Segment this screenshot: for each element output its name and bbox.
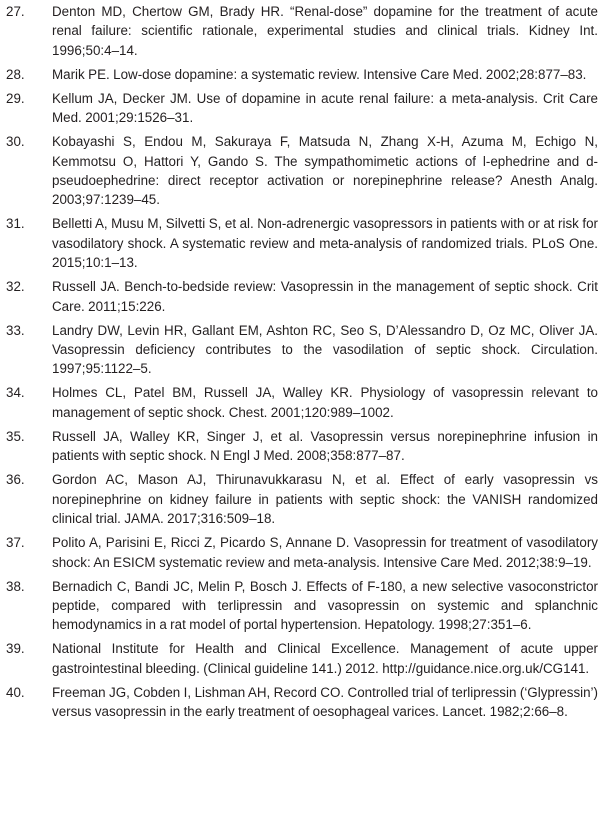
reference-number: 32.: [6, 279, 25, 295]
reference-item: [0, 321, 600, 379]
reference-item: [0, 470, 600, 528]
reference-text: Kobayashi S, Endou M, Sakuraya F, Matsuda N, Zhang X-H, Azuma M, Echigo N, Kemmotsu O, Hattori Y, Gando S. The sympathomimetic actions of l-ephedrine and d-pseudoephedrine: direct receptor activation or norepinephrine release? Anesth Analg. 2003;97:1239–45.: [52, 134, 598, 208]
reference-number: 28.: [6, 66, 25, 82]
reference-item: [0, 132, 600, 210]
reference-item: [0, 577, 600, 635]
reference-text: Russell JA, Walley KR, Singer J, et al. Vasopressin versus norepinephrine infusion in patients with septic shock. N Engl J Med. 2008;358:877–87.: [52, 428, 598, 464]
reference-text: Bernadich C, Bandi JC, Melin P, Bosch J. Effects of F-180, a new selective vasoconstrictor peptide, compared with terlipressin and vasopressin on systemic and splanchnic hemodynamics in a rat model of portal hypertension. Hepatology. 1998;27:351–6.: [52, 578, 598, 633]
reference-item: [0, 639, 600, 678]
reference-item: [0, 89, 600, 128]
reference-number: 36.: [6, 472, 25, 488]
reference-item: [0, 427, 600, 466]
reference-text: Landry DW, Levin HR, Gallant EM, Ashton RC, Seo S, D’Alessandro D, Oz MC, Oliver JA. Vasopressin deficiency contributes to the vasodilation of septic shock. Circulation. 1997;95:1122–5.: [52, 322, 598, 377]
reference-item: [0, 2, 600, 60]
reference-item: [0, 214, 600, 272]
reference-number: 33.: [6, 322, 25, 338]
reference-text: Gordon AC, Mason AJ, Thirunavukkarasu N, et al. Effect of early vasopressin vs norepinephrine on kidney failure in patients with septic shock: the VANISH randomized clinical trial. JAMA. 2017;316:509–18.: [52, 472, 598, 527]
reference-number: 37.: [6, 535, 25, 551]
reference-item: [0, 383, 600, 422]
reference-list: [0, 2, 600, 726]
reference-number: 34.: [6, 385, 25, 401]
reference-item: [0, 533, 600, 572]
reference-item: [0, 277, 600, 316]
reference-number: 35.: [6, 428, 25, 444]
reference-number: 40.: [6, 684, 25, 700]
reference-number: 39.: [6, 641, 25, 657]
reference-number: 30.: [6, 134, 25, 150]
reference-text: Polito A, Parisini E, Ricci Z, Picardo S, Annane D. Vasopressin for treatment of vasodilatory shock: An ESICM systematic review and meta-analysis. Intensive Care Med. 2012;38:9–19.: [52, 535, 598, 570]
reference-text: Russell JA. Bench-to-bedside review: Vasopressin in the management of septic shock. Crit Care. 2011;15:226.: [52, 279, 598, 314]
reference-text: National Institute for Health and Clinical Excellence. Management of acute upper gastrointestinal bleeding. (Clinical guideline 141.) 2012. http://guidance.nice.org.uk/CG141.: [52, 641, 598, 676]
reference-text: Denton MD, Chertow GM, Brady HR. “Renal-dose” dopamine for the treatment of acute renal failure: scientific rationale, experimental studies and clinical trials. Kidney Int. 1996;50:4–14.: [52, 4, 598, 58]
reference-number: 31.: [6, 216, 25, 232]
reference-item: [0, 683, 600, 722]
reference-text: Holmes CL, Patel BM, Russell JA, Walley KR. Physiology of vasopressin relevant to management of septic shock. Chest. 2001;120:989–1002.: [52, 385, 598, 420]
reference-text: Belletti A, Musu M, Silvetti S, et al. Non-adrenergic vasopressors in patients with or at risk for vasodilatory shock. A systematic review and meta-analysis of randomized trials. PLoS One. 2015;10:1–13.: [52, 216, 598, 271]
reference-item: [0, 65, 600, 84]
reference-number: 27.: [6, 4, 25, 19]
reference-text: Marik PE. Low-dose dopamine: a systematic review. Intensive Care Med. 2002;28:877–83.: [52, 66, 587, 82]
reference-text: Freeman JG, Cobden I, Lishman AH, Record CO. Controlled trial of terlipressin (‘Glypressin’) versus vasopressin in the early treatment of oesophageal varices. Lancet. 1982;2:66–8.: [52, 684, 598, 720]
reference-text: Kellum JA, Decker JM. Use of dopamine in acute renal failure: a meta-analysis. Crit Care Med. 2001;29:1526–31.: [52, 90, 598, 126]
reference-number: 38.: [6, 578, 25, 594]
reference-number: 29.: [6, 90, 25, 106]
